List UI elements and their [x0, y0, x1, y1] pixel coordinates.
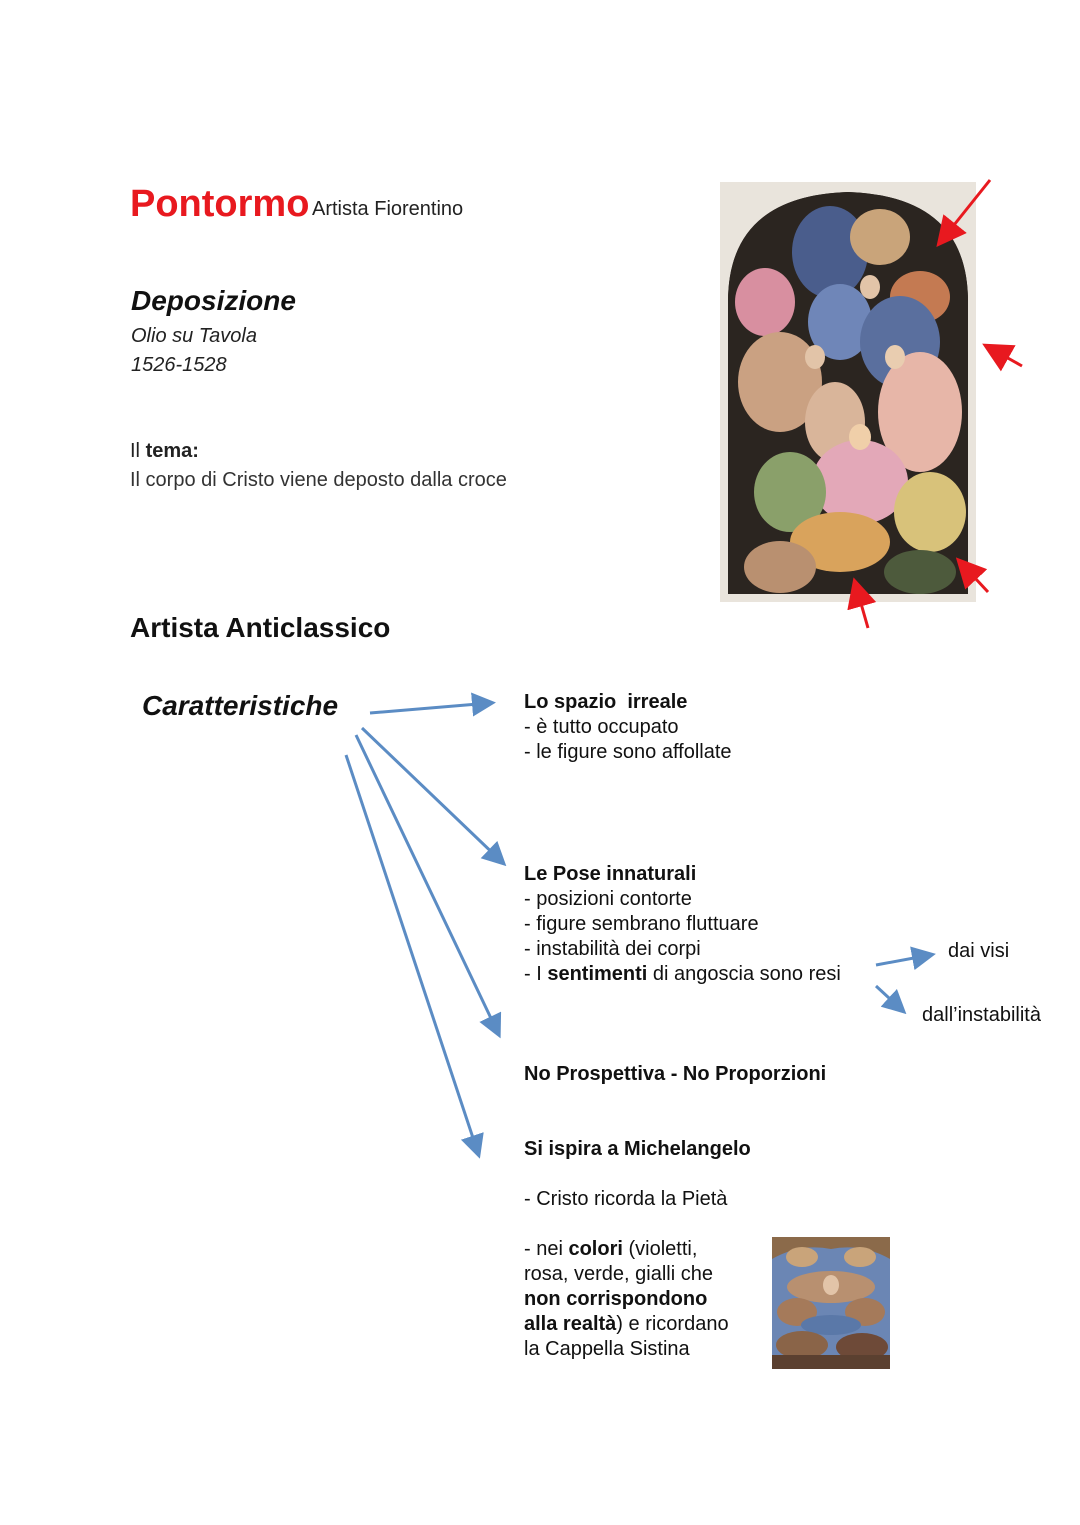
artist-name: Pontormo: [130, 183, 310, 225]
blue-arrow-instabilita: [876, 986, 902, 1010]
branch-instabilita: dall’instabilità: [922, 1004, 1041, 1026]
section-heading: Artista Anticlassico: [130, 612, 391, 643]
michelangelo-colors-2: rosa, verde, gialli che: [524, 1263, 713, 1285]
blue-arrow-spazio: [370, 703, 490, 713]
red-arrow-side: [990, 348, 1022, 366]
blue-arrow-visi: [876, 955, 930, 965]
spazio-line-1: - è tutto occupato: [524, 716, 679, 738]
pose-line-3: - instabilità dei corpi: [524, 938, 701, 960]
colors-b1: colori: [568, 1238, 623, 1260]
michelangelo-title: Si ispira a Michelangelo: [524, 1138, 751, 1160]
michelangelo-colors-4: [524, 1312, 751, 1337]
colors-p1: - nei: [524, 1238, 569, 1260]
work-date: 1526-1528: [131, 354, 227, 376]
sistine-fresco-image: [772, 1237, 890, 1369]
theme-text: Il corpo di Cristo viene deposto dalla croce: [130, 469, 507, 491]
work-title: Deposizione: [131, 285, 296, 316]
work-medium: Olio su Tavola: [131, 325, 257, 347]
branch-visi: dai visi: [948, 940, 1010, 962]
colors-b3: alla realtà: [524, 1313, 617, 1335]
pose-title: Le Pose innaturali: [524, 863, 697, 885]
michelangelo-colors-5: la Cappella Sistina: [524, 1338, 690, 1360]
feature-prospettiva: [524, 1062, 826, 1087]
theme-prefix: Il: [130, 440, 146, 462]
michelangelo-colors-3: non corrispondono: [524, 1288, 708, 1310]
features-label: Caratteristiche: [142, 690, 339, 721]
blue-arrow-michelangelo: [346, 755, 478, 1153]
feature-spazio: [524, 690, 732, 765]
pose-line-4-suffix: di angoscia sono resi: [647, 963, 841, 985]
pose-line-1: - posizioni contorte: [524, 888, 692, 910]
pose-line-4-prefix: - I: [524, 963, 548, 985]
red-arrow-top: [942, 180, 990, 240]
spazio-title: Lo spazio irreale: [524, 691, 688, 713]
pose-line-4-bold: sentimenti: [547, 963, 648, 985]
pose-line-2: - figure sembrano fluttuare: [524, 913, 759, 935]
feature-pose: [524, 862, 841, 987]
red-arrow-bottom: [856, 586, 868, 628]
colors-p4: ) e ricordano: [616, 1313, 729, 1335]
spazio-line-2: - le figure sono affollate: [524, 741, 732, 763]
feature-michelangelo: [524, 1137, 751, 1362]
theme-label-bold: tema:: [145, 440, 199, 462]
prospettiva-title: No Prospettiva - No Proporzioni: [524, 1063, 827, 1085]
michelangelo-line-1: - Cristo ricorda la Pietà: [524, 1188, 728, 1210]
pose-line-4: [524, 962, 841, 987]
red-arrow-bottom-right: [962, 564, 988, 592]
michelangelo-colors-1: [524, 1237, 751, 1262]
artist-subtitle: Artista Fiorentino: [312, 198, 464, 220]
colors-p2: (violetti,: [622, 1238, 698, 1260]
blue-arrow-prospettiva: [356, 735, 498, 1033]
